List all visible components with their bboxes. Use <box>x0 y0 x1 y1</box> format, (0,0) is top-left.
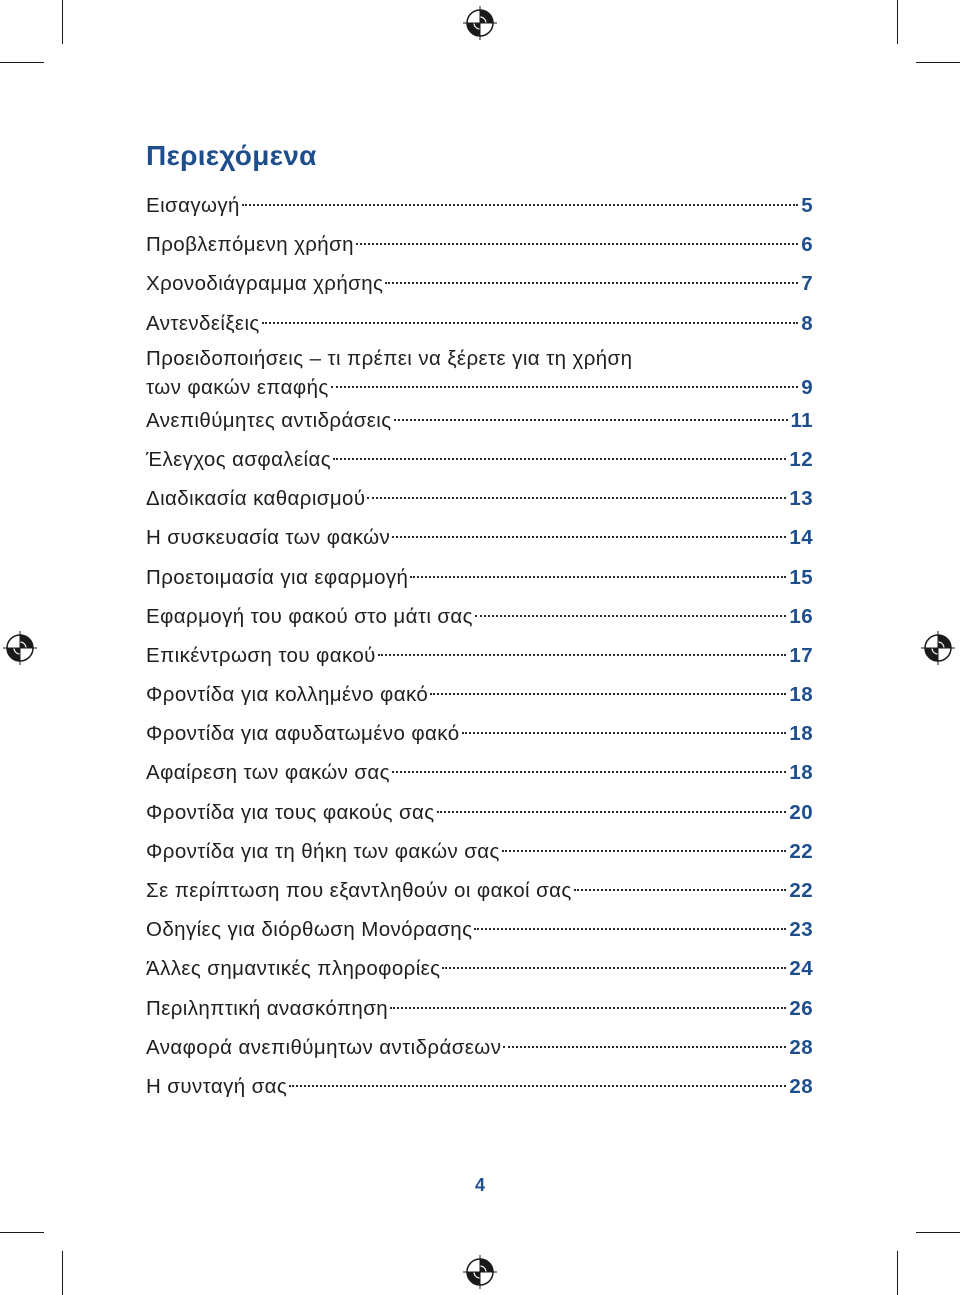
toc-entry-page: 18 <box>789 722 813 746</box>
dot-leader <box>475 615 786 617</box>
toc-list <box>146 186 813 1106</box>
dot-leader <box>392 536 786 538</box>
dot-leader <box>242 204 798 206</box>
toc-entry-page: 13 <box>789 487 813 511</box>
toc-entry-page: 12 <box>789 447 813 471</box>
toc-entry[interactable] <box>146 304 813 343</box>
toc-entry-label: Η συνταγή σας <box>146 1074 288 1098</box>
toc-entry-label: Φροντίδα για αφυδατωμένο φακό <box>146 722 460 746</box>
toc-entry[interactable] <box>146 440 813 479</box>
dot-leader <box>410 576 786 578</box>
toc-entry-page: 28 <box>789 1035 813 1059</box>
toc-entry[interactable] <box>146 793 813 832</box>
toc-entry-second-line <box>146 374 813 401</box>
toc-entry[interactable] <box>146 518 813 557</box>
toc-entry[interactable] <box>146 343 813 401</box>
toc-entry-label: Αναφορά ανεπιθύμητων αντιδράσεων <box>146 1035 502 1059</box>
toc-entry-page: 18 <box>789 761 813 785</box>
toc-entry[interactable] <box>146 1028 813 1067</box>
toc-entry-page: 15 <box>789 565 813 589</box>
dot-leader <box>474 928 786 930</box>
toc-entry-label: Χρονοδιάγραμμα χρήσης <box>146 272 384 296</box>
toc-entry-label: Φροντίδα για κολλημένο φακό <box>146 683 429 707</box>
crop-mark-top-left <box>62 0 63 44</box>
toc-entry-page: 20 <box>789 800 813 824</box>
toc-entry-page: 18 <box>789 683 813 707</box>
dot-leader <box>442 967 786 969</box>
toc-entry-page: 14 <box>789 526 813 550</box>
toc-entry-page: 6 <box>801 233 813 257</box>
toc-entry-label-line1: Προειδοποιήσεις – τι πρέπει να ξέρετε για τη χρήση <box>146 346 633 370</box>
dot-leader <box>437 811 787 813</box>
dot-leader <box>462 732 787 734</box>
dot-leader <box>392 771 786 773</box>
toc-entry[interactable] <box>146 636 813 675</box>
toc-entry-label: Προετοιμασία για εφαρμογή <box>146 565 409 589</box>
toc-entry-label: Σε περίπτωση που εξαντληθούν οι φακοί σας <box>146 879 572 902</box>
toc-entry[interactable] <box>146 225 813 264</box>
toc-entry-label-line2: των φακών επαφής <box>146 375 329 399</box>
crop-mark-bottom-left <box>62 1251 63 1295</box>
toc-entry[interactable] <box>146 597 813 636</box>
toc-entry-label: Αφαίρεση των φακών σας <box>146 761 390 785</box>
page-title: Περιεχόμενα <box>146 140 317 171</box>
dot-leader <box>502 850 787 852</box>
toc-entry-page: 26 <box>789 996 813 1020</box>
crop-mark-right-top <box>916 62 960 63</box>
toc-entry-label: Εφαρμογή του φακού στο μάτι σας <box>146 604 473 628</box>
registration-mark-icon <box>463 1255 497 1289</box>
crop-mark-left-bottom <box>0 1232 44 1233</box>
toc-entry-page: 11 <box>790 408 813 432</box>
dot-leader <box>394 419 788 421</box>
toc-entry[interactable] <box>146 714 813 753</box>
toc-entry-label: Ανεπιθύμητες αντιδράσεις <box>146 408 392 432</box>
toc-entry-label: Η συσκευασία των φακών <box>146 526 391 550</box>
toc-entry-page: 22 <box>789 879 813 902</box>
toc-entry-label: Προβλεπόμενη χρήση <box>146 233 354 257</box>
toc-entry[interactable] <box>146 989 813 1028</box>
toc-entry-label: Επικέντρωση του φακού <box>146 643 376 667</box>
toc-entry[interactable] <box>146 910 813 949</box>
dot-leader <box>430 693 786 695</box>
crop-mark-bottom-right <box>897 1251 898 1295</box>
toc-entry[interactable] <box>146 753 813 792</box>
dot-leader <box>262 322 798 324</box>
toc-entry-page: 28 <box>789 1074 813 1098</box>
toc-entry-page: 22 <box>789 839 813 863</box>
toc-entry[interactable] <box>146 264 813 303</box>
dot-leader <box>367 497 786 499</box>
dot-leader <box>356 243 798 245</box>
crop-mark-top-right <box>897 0 898 44</box>
toc-entry-page: 17 <box>789 643 813 667</box>
toc-entry-label: Αντενδείξεις <box>146 311 260 335</box>
toc-entry-label: Φροντίδα για τους φακούς σας <box>146 800 435 824</box>
toc-entry-page: 16 <box>789 604 813 628</box>
dot-leader <box>574 889 787 891</box>
toc-entry[interactable] <box>146 949 813 988</box>
crop-mark-left-top <box>0 62 44 63</box>
toc-entry[interactable] <box>146 401 813 440</box>
toc-entry-label: Έλεγχος ασφαλείας <box>146 447 332 471</box>
toc-entry-label: Περιληπτική ανασκόπηση <box>146 996 389 1020</box>
toc-entry-label: Εισαγωγή <box>146 194 240 217</box>
page-number: 4 <box>474 1175 485 1195</box>
toc-entry-label: Διαδικασία καθαρισμού <box>146 487 366 511</box>
toc-entry-page: 9 <box>801 375 813 399</box>
toc-entry-page: 23 <box>789 918 813 942</box>
toc-entry-page: 24 <box>789 957 813 981</box>
dot-leader <box>378 654 787 656</box>
crop-mark-right-bottom <box>916 1232 960 1233</box>
toc-entry[interactable] <box>146 479 813 518</box>
toc-entry[interactable] <box>146 1067 813 1106</box>
toc-entry-label: Άλλες σημαντικές πληροφορίες <box>146 957 441 981</box>
toc-entry[interactable] <box>146 558 813 597</box>
dot-leader <box>331 386 799 388</box>
registration-mark-icon <box>921 631 955 665</box>
registration-mark-icon <box>463 6 497 40</box>
toc-entry[interactable] <box>146 832 813 871</box>
dot-leader <box>385 282 798 284</box>
registration-mark-icon <box>3 631 37 665</box>
toc-entry[interactable] <box>146 186 813 225</box>
dot-leader <box>333 458 786 460</box>
toc-entry[interactable] <box>146 871 813 910</box>
toc-entry[interactable] <box>146 675 813 714</box>
dot-leader <box>390 1007 786 1009</box>
dot-leader <box>289 1085 786 1087</box>
toc-entry-page: 8 <box>801 311 813 335</box>
dot-leader <box>503 1046 786 1048</box>
toc-entry-page: 7 <box>801 272 813 296</box>
table-of-contents <box>146 138 813 1106</box>
toc-entry-page: 5 <box>801 194 813 217</box>
toc-entry-label: Φροντίδα για τη θήκη των φακών σας <box>146 839 500 863</box>
toc-entry-label: Οδηγίες για διόρθωση Μονόρασης <box>146 918 473 942</box>
